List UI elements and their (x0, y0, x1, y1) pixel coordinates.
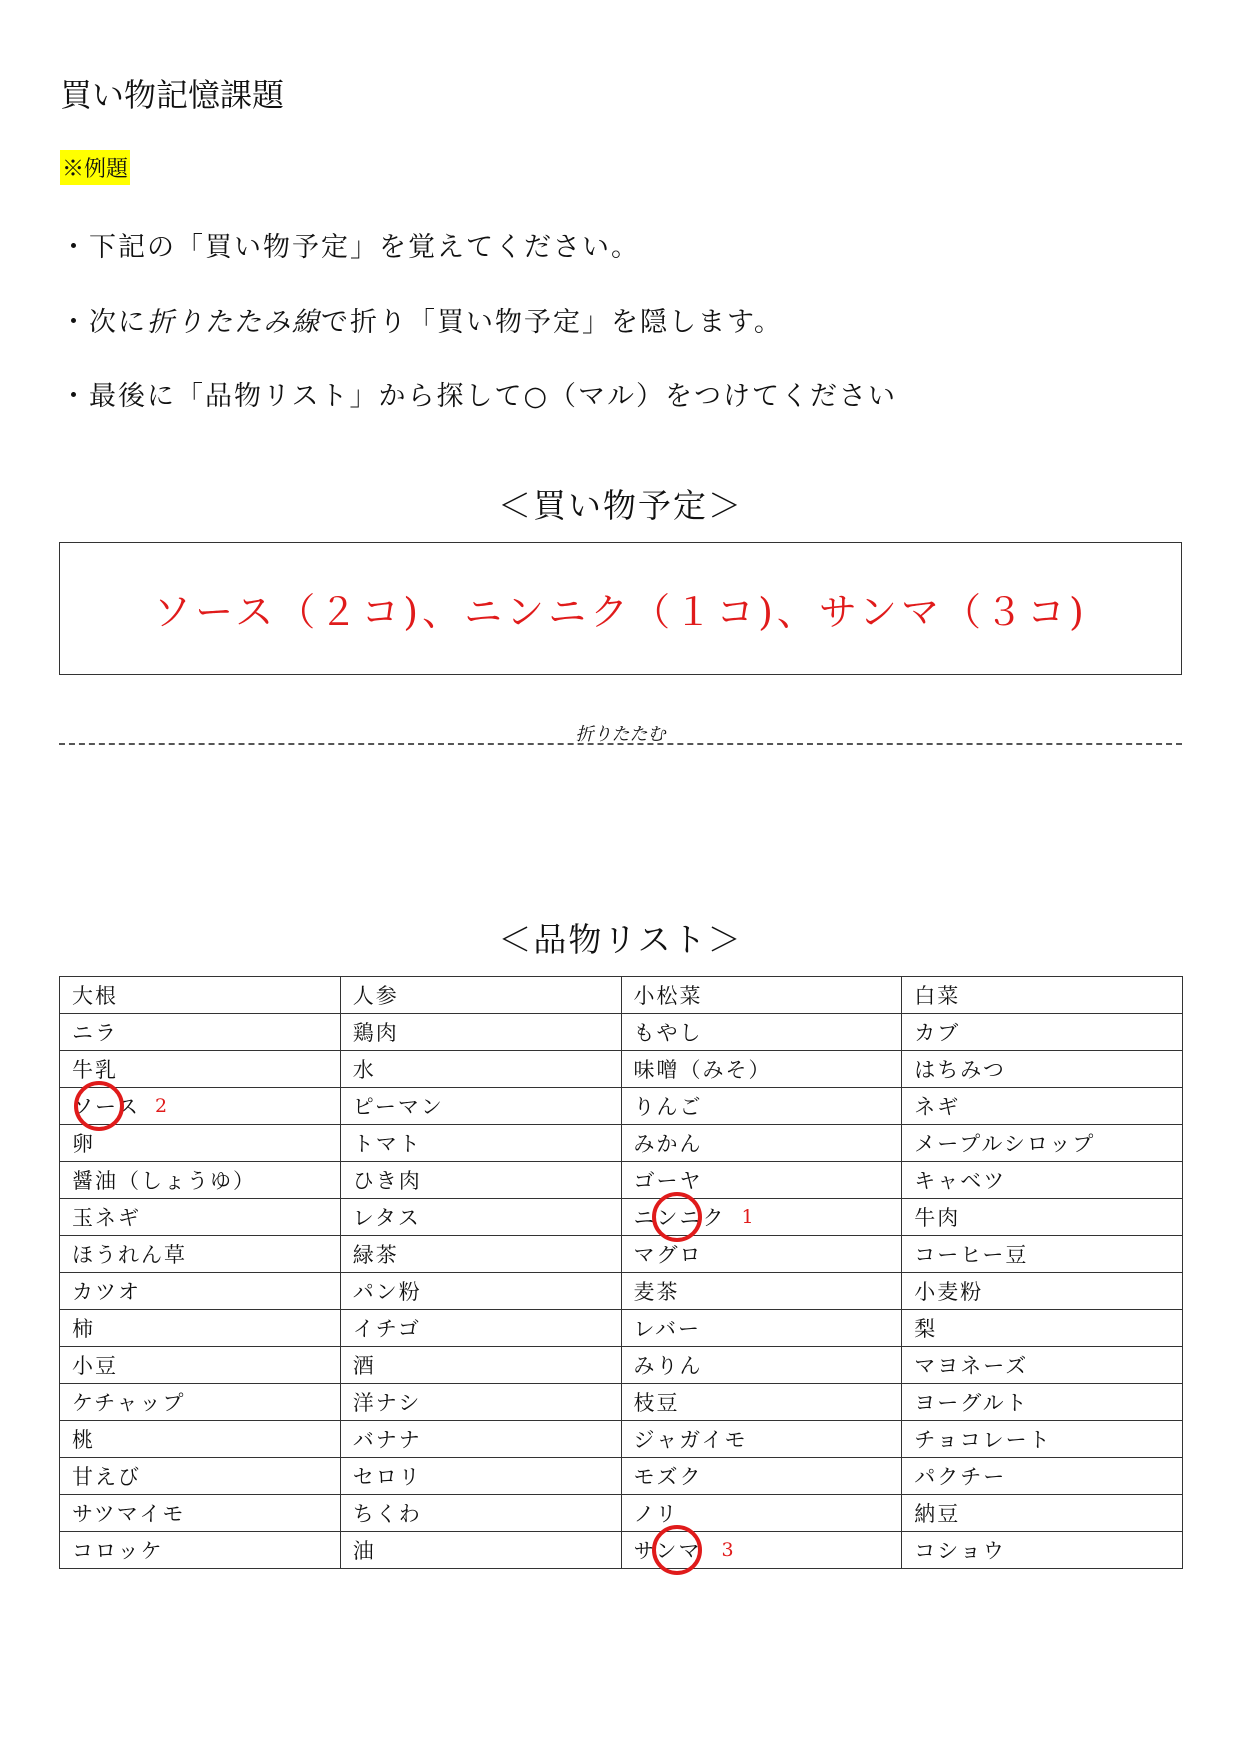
item-label: 甘えび (72, 1465, 141, 1489)
item-label: みかん (633, 1132, 703, 1156)
item-cell[interactable] (340, 977, 621, 1014)
item-label: 小麦粉 (914, 1280, 984, 1304)
item-label: 油 (352, 1539, 376, 1563)
item-label: ニンニク (633, 1206, 726, 1230)
item-label: ピーマン (352, 1095, 444, 1119)
item-label: メープルシロップ (914, 1132, 1096, 1156)
table-row (60, 977, 1183, 1014)
item-cell[interactable] (621, 1421, 902, 1458)
item-label: サツマイモ (72, 1502, 186, 1526)
item-cell[interactable] (340, 1273, 621, 1310)
item-label: マヨネーズ (914, 1354, 1029, 1378)
item-cell[interactable] (621, 1273, 902, 1310)
table-row (60, 1532, 1183, 1569)
item-label: ケチャップ (72, 1391, 186, 1415)
item-cell[interactable] (60, 1125, 341, 1162)
item-label: レタス (352, 1206, 421, 1230)
item-cell[interactable] (902, 1310, 1183, 1347)
item-cell[interactable] (60, 1199, 341, 1236)
item-label: 柿 (72, 1317, 95, 1341)
item-cell[interactable] (902, 1273, 1183, 1310)
item-label: 納豆 (914, 1502, 961, 1526)
item-label: コーヒー豆 (914, 1243, 1029, 1267)
item-label: パクチー (914, 1465, 1007, 1489)
item-label: トマト (352, 1132, 422, 1156)
red-circle-mark (74, 1081, 124, 1131)
item-cell[interactable] (340, 1236, 621, 1273)
item-label: 洋ナシ (352, 1391, 422, 1415)
item-label: セロリ (352, 1465, 422, 1489)
item-label: ネギ (914, 1095, 961, 1119)
item-cell[interactable] (340, 1199, 621, 1236)
table-row (60, 1310, 1183, 1347)
mark-number: 3 (721, 1539, 736, 1561)
item-cell[interactable] (340, 1310, 621, 1347)
instruction-2: ・次に折りたたみ線で折り「買い物予定」を隠します。 (60, 307, 783, 338)
item-label: カツオ (72, 1280, 141, 1304)
item-label: ちくわ (352, 1502, 422, 1526)
item-label: ゴーヤ (633, 1169, 703, 1193)
item-cell[interactable] (340, 1532, 621, 1569)
item-cell[interactable] (60, 977, 341, 1014)
item-label: ソース (72, 1095, 140, 1119)
item-cell[interactable] (902, 1458, 1183, 1495)
item-cell[interactable] (621, 1088, 902, 1125)
fold-label: 折りたたむ (575, 724, 666, 745)
item-list-table (59, 976, 1183, 1569)
item-cell[interactable] (902, 1532, 1183, 1569)
item-label: 白菜 (914, 984, 961, 1008)
item-cell[interactable] (621, 1014, 902, 1051)
item-cell[interactable] (902, 1236, 1183, 1273)
item-cell[interactable] (340, 1088, 621, 1125)
item-label: 人参 (352, 984, 399, 1008)
plan-heading: ＜買い物予定＞ (498, 486, 743, 525)
item-cell[interactable] (621, 1310, 902, 1347)
item-cell[interactable] (621, 1199, 902, 1236)
item-label: 水 (352, 1058, 376, 1082)
table-row (60, 1458, 1183, 1495)
item-label: マグロ (633, 1243, 703, 1267)
item-cell[interactable] (60, 1236, 341, 1273)
item-label: 玉ネギ (72, 1206, 141, 1230)
item-cell[interactable] (902, 1051, 1183, 1088)
item-cell[interactable] (621, 1236, 902, 1273)
item-label: カブ (914, 1021, 961, 1045)
item-label: 麦茶 (633, 1280, 680, 1304)
item-label: ノリ (633, 1502, 679, 1526)
item-cell[interactable] (340, 1051, 621, 1088)
item-cell[interactable] (902, 1421, 1183, 1458)
item-label: ひき肉 (352, 1169, 422, 1193)
item-label: 枝豆 (633, 1391, 680, 1415)
item-label: レバー (633, 1317, 702, 1341)
item-cell[interactable] (340, 1162, 621, 1199)
item-label: みりん (633, 1354, 703, 1378)
item-label: 桃 (72, 1428, 95, 1452)
table-row (60, 1384, 1183, 1421)
fold-line-reference: 折りたたみ線 (147, 307, 321, 338)
item-cell[interactable] (902, 977, 1183, 1014)
item-label: ニラ (72, 1021, 118, 1045)
item-cell[interactable] (902, 1125, 1183, 1162)
table-row (60, 1421, 1183, 1458)
item-cell[interactable] (60, 1310, 341, 1347)
item-label: 酒 (352, 1354, 376, 1378)
mark-number: 2 (155, 1095, 170, 1117)
page-title: 買い物記憶課題 (60, 76, 285, 114)
item-cell[interactable] (340, 1384, 621, 1421)
item-label: サンマ (633, 1539, 702, 1563)
item-cell[interactable] (340, 1421, 621, 1458)
item-label: パン粉 (352, 1280, 422, 1304)
item-cell[interactable] (340, 1014, 621, 1051)
plan-box (59, 542, 1182, 675)
red-circle-mark (652, 1525, 702, 1575)
item-cell[interactable] (340, 1347, 621, 1384)
item-label: りんご (633, 1095, 703, 1119)
item-label: 鶏肉 (352, 1021, 399, 1045)
fold-line (59, 743, 1182, 745)
table-row (60, 1051, 1183, 1088)
instruction-1: ・下記の「買い物予定」を覚えてください。 (60, 232, 640, 263)
item-cell[interactable] (621, 1458, 902, 1495)
item-label: モズク (633, 1465, 703, 1489)
item-cell[interactable] (60, 1495, 341, 1532)
instruction-3: ・最後に「品物リスト」から探して○（マル）をつけてください (60, 381, 898, 412)
item-label: ほうれん草 (72, 1243, 187, 1267)
item-label: 牛肉 (914, 1206, 961, 1230)
mark-number: 1 (741, 1206, 756, 1228)
table-row (60, 1088, 1183, 1125)
item-label: ヨーグルト (914, 1391, 1029, 1415)
item-cell[interactable] (902, 1162, 1183, 1199)
item-cell[interactable] (621, 1384, 902, 1421)
item-cell[interactable] (621, 1532, 902, 1569)
item-label: 大根 (72, 984, 118, 1008)
item-cell[interactable] (340, 1495, 621, 1532)
table-row (60, 1236, 1183, 1273)
item-cell[interactable] (60, 1273, 341, 1310)
table-row (60, 1273, 1183, 1310)
item-label: 卵 (72, 1132, 95, 1156)
item-label: 緑茶 (352, 1243, 399, 1267)
item-cell[interactable] (621, 1162, 902, 1199)
item-label: チョコレート (914, 1428, 1052, 1452)
item-cell[interactable] (902, 1199, 1183, 1236)
item-cell[interactable] (621, 1495, 902, 1532)
item-cell[interactable] (621, 1125, 902, 1162)
item-cell[interactable] (340, 1125, 621, 1162)
table-row (60, 1199, 1183, 1236)
item-cell[interactable] (60, 1384, 341, 1421)
item-label: 醤油（しょうゆ） (72, 1169, 256, 1193)
item-label: イチゴ (352, 1317, 421, 1341)
plan-text: ソース（２コ)、ニンニク（１コ)、サンマ（３コ) (153, 590, 1088, 634)
item-cell[interactable] (60, 1088, 341, 1125)
item-cell[interactable] (621, 1347, 902, 1384)
item-cell[interactable] (60, 1014, 341, 1051)
table-row (60, 1495, 1183, 1532)
item-cell[interactable] (340, 1458, 621, 1495)
item-label: 小豆 (72, 1354, 118, 1378)
item-cell[interactable] (621, 1051, 902, 1088)
item-cell[interactable] (902, 1347, 1183, 1384)
item-cell[interactable] (60, 1421, 341, 1458)
table-row (60, 1014, 1183, 1051)
example-label: ※例題 (60, 150, 130, 185)
item-cell[interactable] (60, 1532, 341, 1569)
table-row (60, 1125, 1183, 1162)
item-cell[interactable] (902, 1088, 1183, 1125)
item-cell[interactable] (60, 1347, 341, 1384)
item-label: コロッケ (72, 1539, 164, 1563)
item-label: 味噌（みそ） (633, 1058, 772, 1082)
item-label: 小松菜 (633, 984, 703, 1008)
item-cell[interactable] (60, 1162, 341, 1199)
item-label: コショウ (914, 1539, 1006, 1563)
item-label: 牛乳 (72, 1058, 118, 1082)
item-cell[interactable] (621, 977, 902, 1014)
item-label: ジャガイモ (633, 1428, 748, 1452)
item-label: もやし (633, 1021, 703, 1045)
item-cell[interactable] (902, 1495, 1183, 1532)
item-cell[interactable] (902, 1014, 1183, 1051)
red-circle-mark (652, 1192, 702, 1242)
table-row (60, 1162, 1183, 1199)
item-label: はちみつ (914, 1058, 1006, 1082)
item-label: バナナ (352, 1428, 422, 1452)
item-label: キャベツ (914, 1169, 1007, 1193)
list-heading: ＜品物リスト＞ (498, 920, 743, 959)
item-label: 梨 (914, 1317, 938, 1341)
item-cell[interactable] (60, 1458, 341, 1495)
table-row (60, 1347, 1183, 1384)
item-cell[interactable] (902, 1384, 1183, 1421)
